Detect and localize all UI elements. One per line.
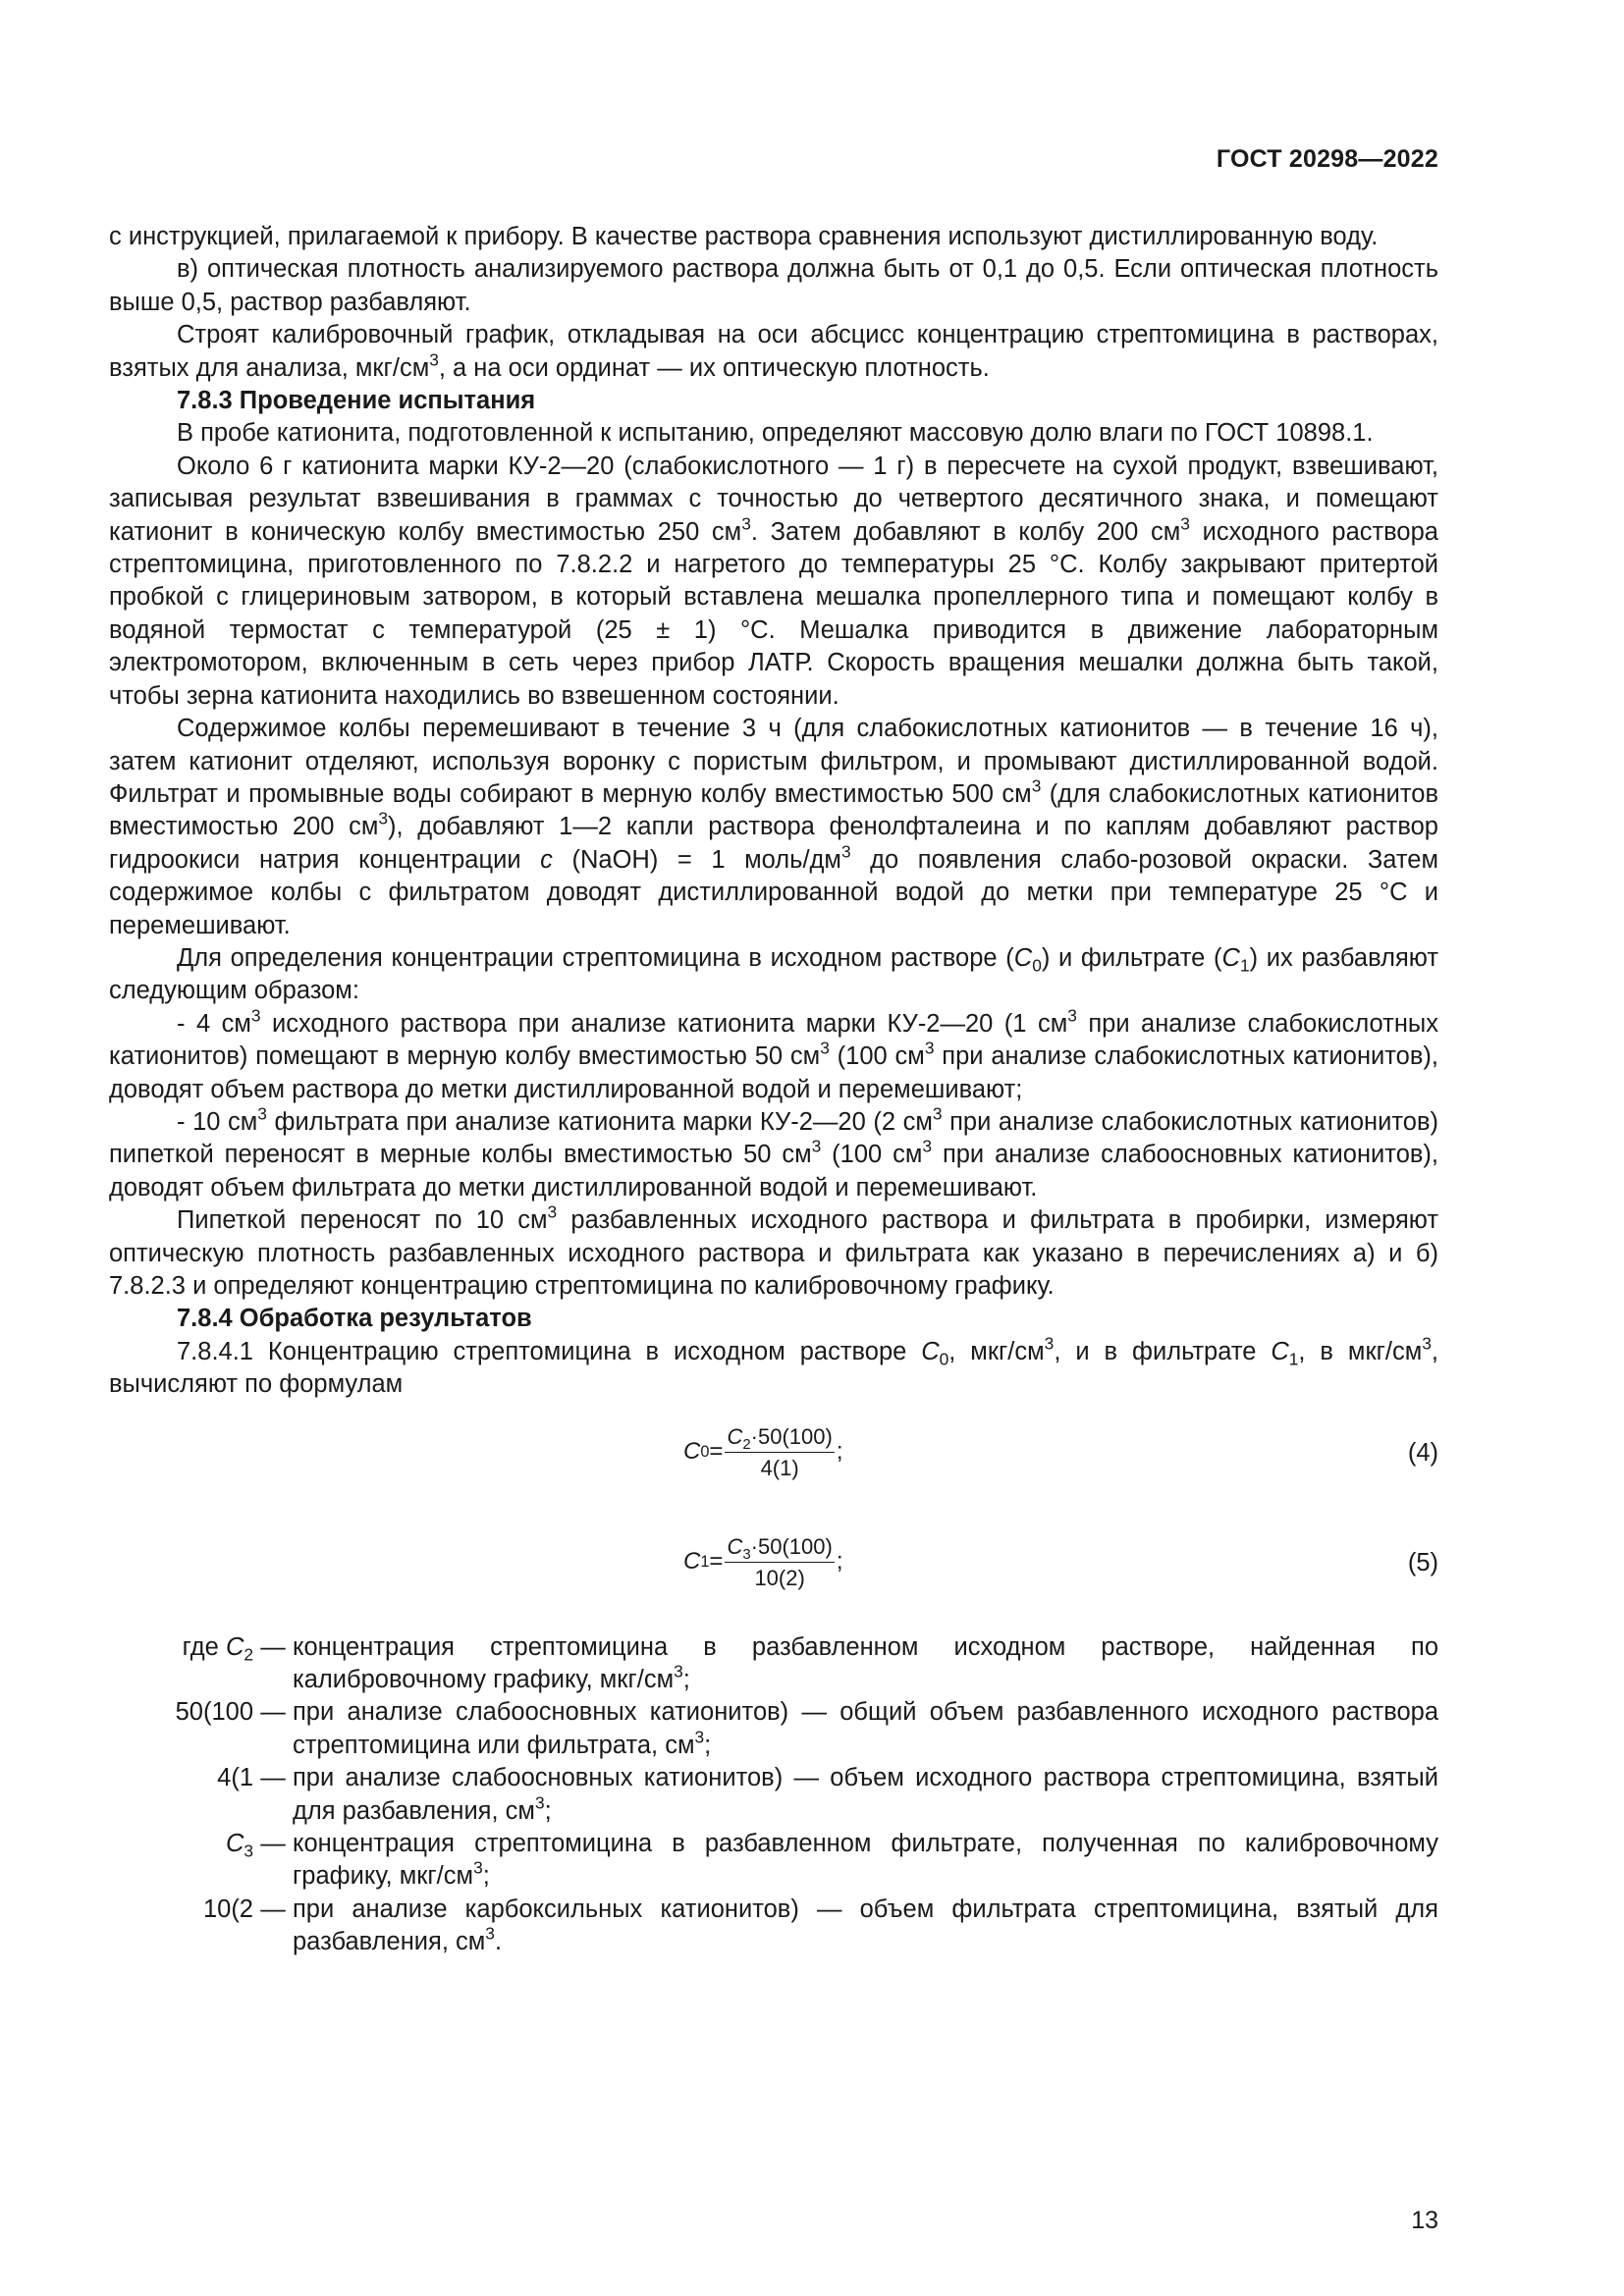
equation-number: (5) [1407,1548,1438,1576]
fraction: $\frac{C_3\cdot 50(100)}{10(2)}$ [727,1533,833,1590]
definition-item: 50(100 — при анализе слабоосновных катионитов) — общий объем разбавленного исходного раствора стрептомицина или фильтрата, $см^3$; [175,1698,1438,1759]
paragraph: с инструкцией, прилагаемой к прибору. В качестве раствора сравнения используют дистиллированную воду. [109,223,1379,250]
paragraph: Около 6 г катионита марки КУ-2—20 (слабокислотного — 1 г) в пересчете на сухой продукт, взвешивают, записывая результат взвешивания в граммах с точностью до четвертого десятичного знака, и помещают катионит в коническую колбу вместимостью 250 $см^3$. Затем добавляют в колбу 200 $см^3$ исходного раствора стрептомицина, приготовленного по 7.8.2.2 и нагретого до температуры 25 °С. Колбу закрывают притертой пробкой с глицериновым затвором, в который вставлена мешалка пропеллерного типа и помещают колбу в водяной термостат с температурой (25 ± 1) °С. Мешалка приводится в движение лабораторным электромотором, включенным в сеть через прибор ЛАТР. Скорость вращения мешалки должна быть такой, чтобы зерна катионита находились во взвешенном состоянии. [109,452,1438,710]
document-body [109,221,1438,1959]
paragraph: Пипеткой переносят по 10 $см^3$ разбавленных исходного раствора и фильтрата в пробирки, измеряют оптическую плотность разбавленных исходного раствора и фильтрата как указано в перечислениях а) и б) 7.8.2.3 и определяют концентрацию стрептомицина по калибровочному графику. [109,1201,1438,1300]
formula-4 [109,1402,1438,1512]
section-heading: 7.8.3 Проведение испытания [177,387,536,415]
definition-item: 4(1 — при анализе слабоосновных катионитов) — объем исходного раствора стрептомицина, взятый для разбавления, $см^3$; [217,1764,1438,1825]
section-heading: 7.8.4 Обработка результатов [177,1305,532,1333]
list-item: - 10 $см^3$ фильтрата при анализе катионита марки КУ-2—20 (2 $см^3$ при анализе слабокислотных катионитов) пипеткой переносят в мерные колбы вместимостью 50 $см^3$ (100 $см^3$ при анализе слабоосновных катионитов), доводят объем фильтрата до метки дистиллированной водой и перемешивают. [109,1103,1438,1201]
fraction: $\frac{C_2\cdot 50(100)}{4(1)}$ [727,1423,833,1480]
paragraph: В пробе катионита, подготовленной к испытанию, определяют массовую долю влаги по ГОСТ 10898.1. [177,419,1374,448]
definition-item: 10(2 — при анализе карбоксильных катионитов) — объем фильтрата стрептомицина, взятый для разбавления, $см^3$. [202,1895,1438,1956]
formula-expression: C 0 = $\frac{C_2\cdot 50(100)}{4(1)}$ ; [683,1423,843,1480]
formula-expression: C 1 = $\frac{C_3\cdot 50(100)}{10(2)}$ ; [683,1533,843,1590]
paragraph: 7.8.4.1 Концентрацию стрептомицина в исходном растворе $C_0$, мкг/$см^3$, и в фильтрате $C_1$, в мкг/$см^3$, вычисляют по формулам [109,1333,1438,1399]
definitions-list [109,1631,1438,1959]
paragraph: Для определения концентрации стрептомицина в исходном растворе $(C_0)$ и фильтрате $(C_1)$ их разбавляют следующим образом: [109,943,1439,1005]
equation-number: (4) [1407,1438,1438,1467]
definition-item: где $C_2$ — концентрация стрептомицина в разбавленном исходном растворе, найденная по калибровочному графику, мкг/$см^3$; [182,1632,1438,1694]
paragraph: в) оптическая плотность анализируемого раствора должна быть от 0,1 до 0,5. Если оптическая плотность выше 0,5, раствор разбавляют. [109,255,1438,316]
definition-item: $C_3$ — концентрация стрептомицина в разбавленном фильтрате, полученная по калибровочному графику, мкг/$см^3$; [225,1830,1438,1891]
formula-5 [109,1512,1438,1622]
page-number: 13 [1411,2207,1438,2234]
list-item: - 4 $см^3$ исходного раствора при анализе катионита марки КУ-2—20 (1 $см^3$ при анализе слабокислотных катионитов) помещают в мерную колбу вместимостью 50 $см^3$ (100 $см^3$ при анализе слабокислотных катионитов), доводят объем раствора до метки дистиллированной водой и перемешивают; [109,1005,1439,1103]
document-header: ГОСТ 20298—2022 [1216,145,1438,173]
paragraph: Содержимое колбы перемешивают в течение 3 ч (для слабокислотных катионитов — в течение 16 ч), затем катионит отделяют, используя воронку с пористым фильтром, и промывают дистиллированной водой. Фильтрат и промывные воды собирают в мерную колбу вместимостью 500 $см^3$ (для слабокислотных катионитов вместимостью 200 $см^3$), добавляют 1—2 капли раствора фенолфталеина и по каплям добавляют раствор гидроокиси натрия концентрации c (NaOH) = 1 моль/$дм^3$ до появления слабо-розовой окраски. Затем содержимое колбы с фильтратом доводят дистиллированной водой до метки при температуре 25 °С и перемешивают. [109,715,1438,939]
document-page [109,0,1438,2296]
paragraph: Строят калибровочный график, откладывая на оси абсцисс концентрацию стрептомицина в растворах, взятых для анализа, мкг/$см^3$, а на оси ординат — их оптическую плотность. [109,321,1438,382]
